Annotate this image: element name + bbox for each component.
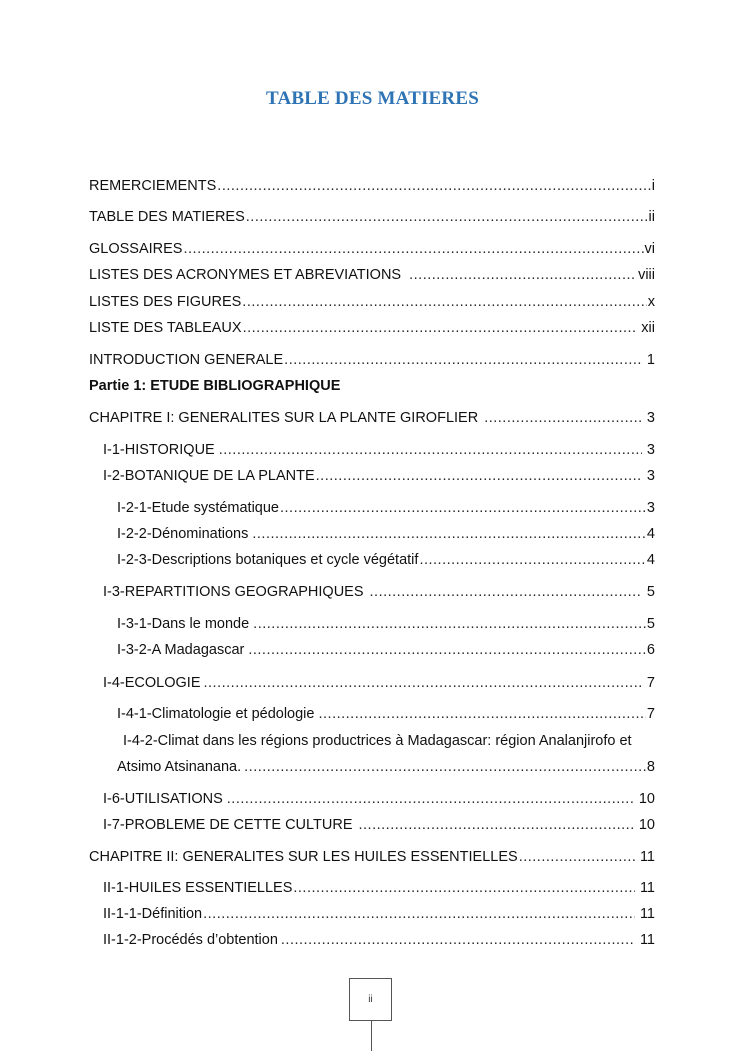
toc-entry-label: TABLE DES MATIERES <box>89 209 245 225</box>
toc-entry-page: viii <box>638 267 655 283</box>
dot-leader <box>370 583 642 601</box>
dot-leader <box>219 441 642 459</box>
toc-entry-label: I-2-3-Descriptions botaniques et cycle végétatif <box>117 552 419 568</box>
toc-entry-page: vi <box>644 241 655 257</box>
toc-entry-label: CHAPITRE II: GENERALITES SUR LES HUILES ESSENTIELLES <box>89 849 518 865</box>
toc-entry-label: I-4-ECOLOGIE <box>103 675 201 691</box>
dot-leader <box>253 615 646 633</box>
toc-entry-acronymes[interactable] <box>89 266 655 284</box>
toc-entry-page: 3 <box>646 468 655 484</box>
toc-title: TABLE DES MATIERES <box>265 88 479 109</box>
dot-leader <box>419 551 645 569</box>
toc-entry-botanique[interactable] <box>103 467 655 485</box>
toc-entry-page: 7 <box>646 706 655 722</box>
toc-entry-repartitions[interactable] <box>103 583 655 601</box>
toc-entry-dans-le-monde[interactable] <box>117 615 655 633</box>
toc-entry-page: 5 <box>646 616 655 632</box>
dot-leader <box>409 266 634 284</box>
toc-entry-chapitre-2[interactable] <box>89 848 655 866</box>
dot-leader <box>183 240 643 258</box>
toc-entry-label: LISTES DES FIGURES <box>89 294 242 310</box>
toc-entry-page: 11 <box>639 849 655 865</box>
dot-leader <box>204 674 642 692</box>
toc-entry-page: ii <box>648 209 655 225</box>
toc-entry-page: 11 <box>639 932 655 948</box>
dot-leader <box>243 319 638 337</box>
toc-entry-probleme[interactable] <box>103 816 655 834</box>
toc-entry-page: 6 <box>646 642 655 658</box>
toc-entry-page: i <box>651 178 655 194</box>
toc-entry-page: 10 <box>638 817 655 833</box>
toc-entry-label: I-1-HISTORIQUE <box>103 442 215 458</box>
toc-entry-label: Atsimo Atsinanana. <box>117 759 242 775</box>
dot-leader <box>316 467 642 485</box>
toc-entry-historique[interactable] <box>103 441 655 459</box>
toc-entry-figures[interactable] <box>89 293 655 311</box>
toc-entry-label: II-1-HUILES ESSENTIELLES <box>103 880 293 896</box>
toc-entry-a-madagascar[interactable] <box>117 641 655 659</box>
toc-entry-page: 3 <box>646 500 655 516</box>
dot-leader <box>244 758 646 776</box>
page-number-connector <box>371 1021 372 1051</box>
dot-leader <box>484 409 642 427</box>
dot-leader <box>246 208 648 226</box>
toc-entry-label: I-2-2-Dénominations <box>117 526 249 542</box>
toc-entry-label: LISTES DES ACRONYMES ET ABREVIATIONS <box>89 267 402 283</box>
toc-entry-page: 7 <box>646 675 655 691</box>
toc-entry-page: 10 <box>638 791 655 807</box>
dot-leader <box>252 525 646 543</box>
toc-entry-label: I-4-1-Climatologie et pédologie <box>117 706 315 722</box>
dot-leader <box>227 790 634 808</box>
dot-leader <box>284 351 642 369</box>
toc-entry-page: 5 <box>646 584 655 600</box>
toc-entry-page: 3 <box>646 442 655 458</box>
page-number: ii <box>368 994 373 1005</box>
toc-entry-label: GLOSSAIRES <box>89 241 183 257</box>
toc-entry-label: REMERCIEMENTS <box>89 178 217 194</box>
dot-leader <box>281 931 635 949</box>
toc-entry-label: I-3-1-Dans le monde <box>117 616 250 632</box>
toc-part-heading: Partie 1: ETUDE BIBLIOGRAPHIQUE <box>89 378 341 394</box>
toc-entry-tableaux[interactable] <box>89 319 655 337</box>
toc-entry-page: 11 <box>639 906 655 922</box>
toc-entry-label: II-1-1-Définition <box>103 906 203 922</box>
toc-entry-remerciements[interactable] <box>89 177 655 195</box>
dot-leader <box>203 905 635 923</box>
dot-leader <box>217 177 650 195</box>
toc-entry-table-des-matieres[interactable] <box>89 208 655 226</box>
toc-entry-label: LISTE DES TABLEAUX <box>89 320 242 336</box>
dot-leader <box>519 848 635 866</box>
toc-entry-label: I-3-REPARTITIONS GEOGRAPHIQUES <box>103 584 364 600</box>
toc-entry-page: 8 <box>646 759 655 775</box>
toc-entry-atsimo-atsinanana[interactable] <box>117 758 655 776</box>
toc-entry-page: 3 <box>646 410 655 426</box>
dot-leader <box>359 816 634 834</box>
toc-entry-label: I-7-PROBLEME DE CETTE CULTURE <box>103 817 353 833</box>
toc-entry-definition[interactable] <box>103 905 655 923</box>
toc-entry-etude-systematique[interactable] <box>117 499 655 517</box>
toc-entry-ecologie[interactable] <box>103 674 655 692</box>
toc-entry-procedes[interactable] <box>103 931 655 949</box>
toc-entry-label: I-2-1-Etude systématique <box>117 500 279 516</box>
toc-entry-page: 11 <box>639 880 655 896</box>
toc-entry-utilisations[interactable] <box>103 790 655 808</box>
toc-entry-label: I-3-2-A Madagascar <box>117 642 245 658</box>
dot-leader <box>318 705 645 723</box>
toc-entry-label: I-6-UTILISATIONS <box>103 791 223 807</box>
toc-entry-climatologie[interactable] <box>117 705 655 723</box>
toc-entry-page: 4 <box>646 552 655 568</box>
toc-entry-label: INTRODUCTION GENERALE <box>89 352 284 368</box>
toc-entry-page: 4 <box>646 526 655 542</box>
toc-entry-glossaires[interactable] <box>89 240 655 258</box>
dot-leader <box>248 641 646 659</box>
dot-leader <box>280 499 646 517</box>
toc-entry-introduction[interactable] <box>89 351 655 369</box>
toc-entry-chapitre-1[interactable] <box>89 409 655 427</box>
toc-entry-label: II-1-2-Procédés d’obtention <box>103 932 278 948</box>
toc-entry-descriptions[interactable] <box>117 551 655 569</box>
toc-entry-label: CHAPITRE I: GENERALITES SUR LA PLANTE GIROFLIER <box>89 410 479 426</box>
toc-entry-label: I-2-BOTANIQUE DE LA PLANTE <box>103 468 315 484</box>
toc-entry-page: xii <box>641 320 655 336</box>
dot-leader <box>242 293 646 311</box>
toc-entry-page: x <box>647 294 655 310</box>
toc-entry-page: 1 <box>646 352 655 368</box>
toc-entry-climat-regions[interactable]: I-4-2-Climat dans les régions productrices à Madagascar: région Analanjirofo et <box>123 733 632 749</box>
toc-entry-huiles-essentielles[interactable] <box>103 879 655 897</box>
toc-entry-denominations[interactable] <box>117 525 655 543</box>
page-number-box <box>349 978 392 1021</box>
dot-leader <box>293 879 635 897</box>
